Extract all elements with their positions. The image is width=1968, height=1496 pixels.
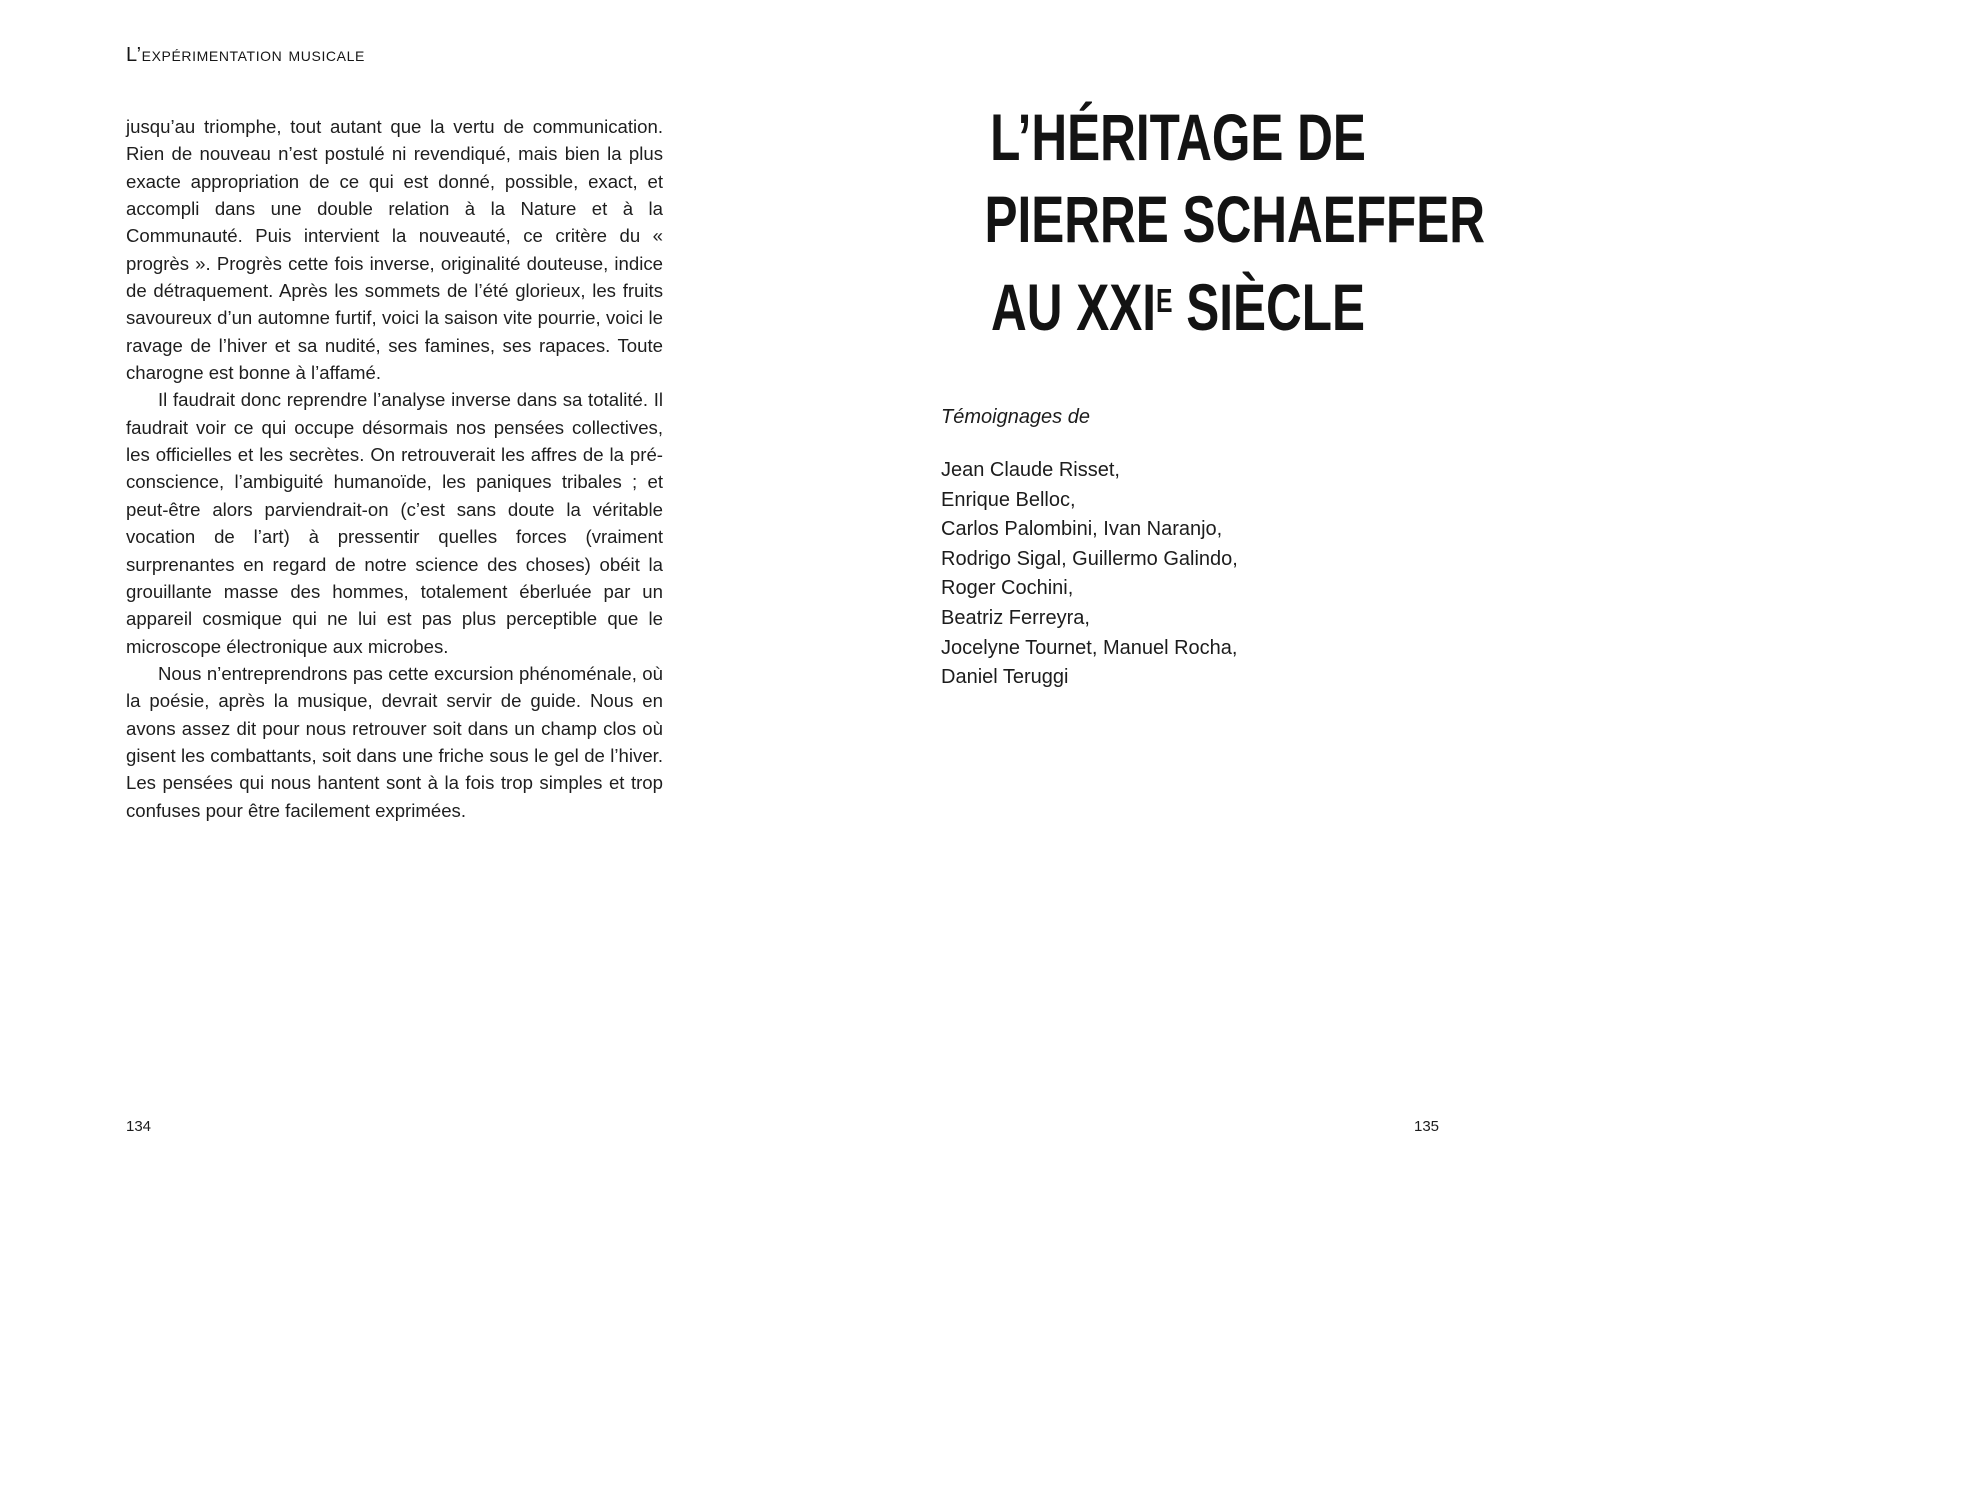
contributor-name: Carlos Palombini, Ivan Naranjo, xyxy=(941,518,1223,541)
paragraph: Nous n’entreprendrons pas cette excursion phénoménale, où la poésie, après la musique, devrait servir de guide. Nous en avons assez dit pour nous retrouver soit dans un champ clos où gisent les combattants, soit dans une friche sous le gel de l’hiver. Les pensées qui nous hantent sont à la fois trop simples et trop confuses pour être facilement exprimées. xyxy=(126,662,663,821)
contributor-name: Daniel Teruggi xyxy=(941,666,1069,689)
contributor-name: Enrique Belloc, xyxy=(941,488,1076,511)
contributor-name: Jocelyne Tournet, Manuel Rocha, xyxy=(941,636,1238,659)
chapter-title-line-3-end: SIÈCLE xyxy=(1172,270,1366,345)
chapter-title xyxy=(984,96,1486,348)
contributor-names xyxy=(941,456,1238,693)
paragraph: jusqu’au triomphe, tout autant que la vertu de communication. Rien de nouveau n’est postulé ni revendiqué, mais bien la plus exacte appropriation de ce qui est donné, possible, exact, et accompli dans une double relation à la Nature et à la Communauté. Puis intervient la nouveauté, ce critère du « progrès ». Progrès cette fois inverse, originalité douteuse, indice de détraquement. Après les sommets de l’été glorieux, les fruits savoureux d’un automne furtif, voici la saison vite pourrie, voici le ravage de l’hiver et sa nudité, ses famines, ses rapaces. Toute charogne est bonne à l’affamé. xyxy=(126,116,663,384)
chapter-title-line-3-text: AU XXI xyxy=(990,270,1156,345)
running-head: L’expérimentation musicale xyxy=(126,44,365,66)
chapter-title-superscript: E xyxy=(1155,282,1173,319)
contributor-name: Beatriz Ferreyra, xyxy=(941,606,1090,629)
chapter-title-line-2: PIERRE SCHAEFFER xyxy=(984,182,1486,256)
page-number-left: 134 xyxy=(126,1118,152,1135)
testimonies-subtitle: Témoignages de xyxy=(941,406,1090,428)
contributor-name: Roger Cochini, xyxy=(941,577,1074,600)
paragraph: Il faudrait donc reprendre l’analyse inverse dans sa totalité. Il faudrait voir ce qui occupe désormais nos pensées collectives, les officielles et les secrètes. On retrouverait les affres de la pré-conscience, l’ambiguité humanoïde, les paniques tribales ; et peut-être alors parviendrait-on (c’est sans doute la véritable vocation de l’art) à pressentir quelles forces (vraiment surprenantes en regard de notre science des choses) obéit la grouillante masse des hommes, totalement éberluée par un appareil cosmique qui ne lui est pas plus perceptible que le microscope électronique aux microbes. xyxy=(126,389,663,657)
contributor-name: Jean Claude Risset, xyxy=(941,459,1120,481)
chapter-title-line-1: L’HÉRITAGE DE xyxy=(990,100,1366,174)
page-number-right: 135 xyxy=(1414,1118,1440,1135)
body-text xyxy=(126,113,663,824)
chapter-title-line-3 xyxy=(985,260,1372,348)
contributor-name: Rodrigo Sigal, Guillermo Galindo, xyxy=(941,547,1238,570)
